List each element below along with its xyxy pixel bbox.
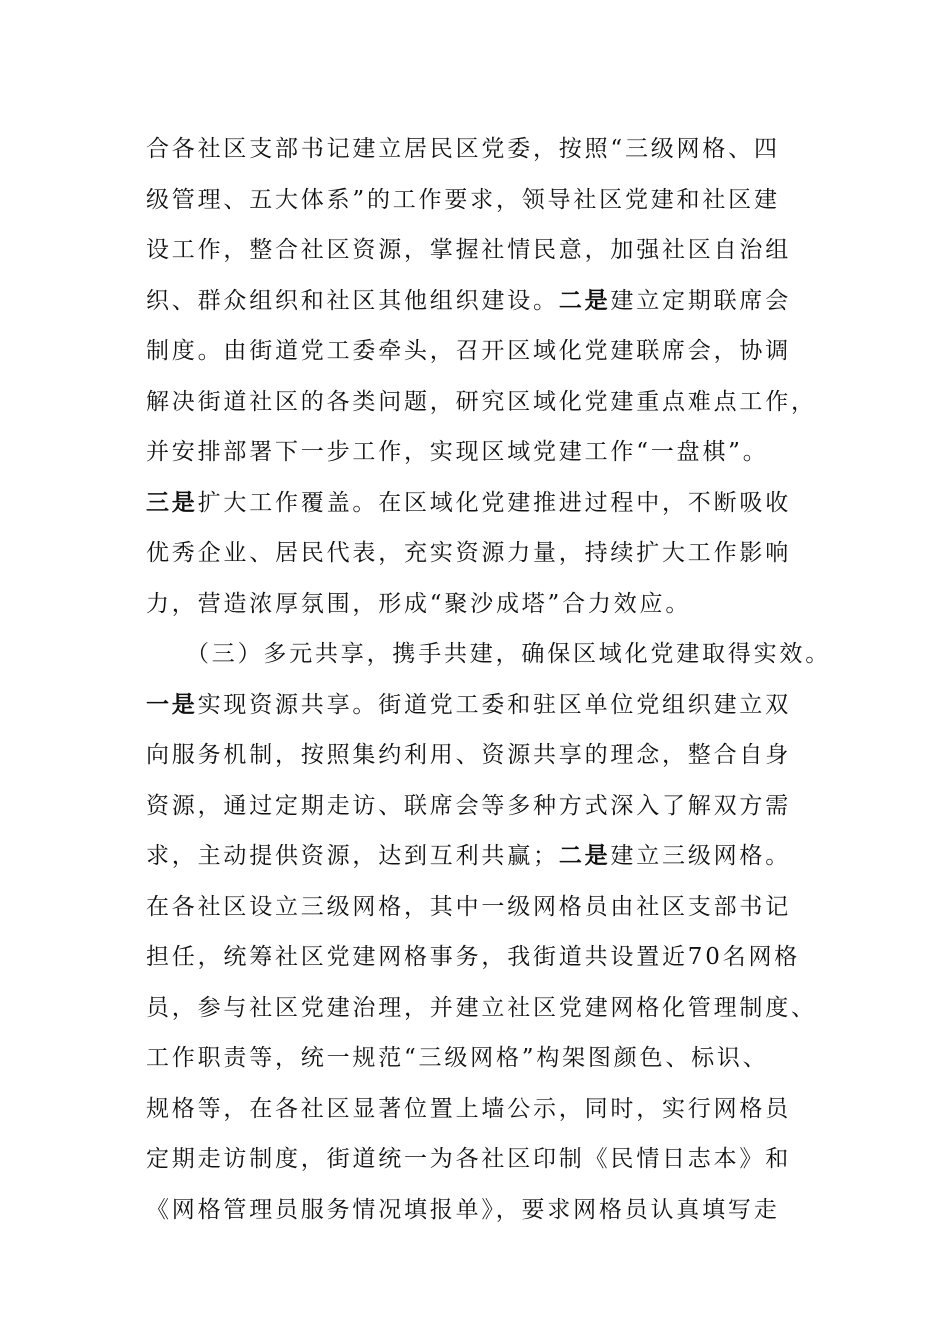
text-run: 扩大工作覆盖。在区域化党建推进过程中，不断吸收 (197, 490, 792, 516)
text-line (146, 841, 791, 871)
text-run: 向服务机制，按照集约利用、资源共享的理念，整合自身 (146, 742, 791, 768)
text-run: 工作职责等，统一规范“三级网格”构架图颜色、标识、 (146, 1045, 769, 1071)
text-run: （三）多元共享，携手共建，确保区域化党建取得实效。 (186, 641, 831, 667)
text-line (146, 993, 817, 1023)
text-run: 级管理、五大体系”的工作要求，领导社区党建和社区建 (146, 187, 780, 213)
text-line (146, 336, 791, 366)
text-run: 建立三级网格。 (610, 843, 792, 869)
text-line (146, 1043, 769, 1073)
text-run: 解决街道社区的各类问题，研究区域化党建重点难点工作， (146, 389, 817, 415)
text-run: 资源，通过定期走访、联席会等多种方式深入了解双方需 (146, 793, 791, 819)
text-line (146, 387, 817, 417)
text-run: 设工作，整合社区资源，掌握社情民意，加强社区自治组 (146, 237, 791, 263)
text-run: 员，参与社区党建治理，并建立社区党建网格化管理制度、 (146, 995, 817, 1021)
text-run: 担任，统筹社区党建网格事务，我街道共设置近70名网格 (146, 944, 801, 970)
text-run: 规格等，在各社区显著位置上墙公示，同时，实行网格员 (146, 1096, 791, 1122)
text-line (146, 134, 780, 164)
text-run: 《网格管理员服务情况填报单》，要求网格员认真填写走 (146, 1197, 780, 1223)
text-line (146, 892, 791, 922)
text-run: 制度。由街道党工委牵头，召开区域化党建联席会，协调 (146, 338, 791, 364)
text-run: 实现资源共享。街道党工委和驻区单位党组织建立双 (197, 692, 792, 718)
text-run: 求，主动提供资源，达到互利共赢； (146, 843, 559, 869)
text-run: 定期走访制度，街道统一为各社区印制《民情日志本》和 (146, 1146, 791, 1172)
text-line (146, 437, 769, 467)
bold-marker: 三是 (146, 490, 198, 516)
text-line (146, 791, 791, 821)
text-line (146, 740, 791, 770)
text-line (146, 1195, 780, 1225)
text-line (146, 690, 791, 720)
text-run: 建立定期联席会 (610, 288, 792, 314)
text-run: 并安排部署下一步工作，实现区域党建工作“一盘棋”。 (146, 439, 769, 465)
text-line (146, 235, 791, 265)
text-run: 在各社区设立三级网格，其中一级网格员由社区支部书记 (146, 894, 791, 920)
text-line (146, 286, 791, 316)
text-run: 优秀企业、居民代表，充实资源力量，持续扩大工作影响 (146, 540, 791, 566)
text-run: 力，营造浓厚氛围，形成“聚沙成塔”合力效应。 (146, 591, 692, 617)
bold-marker: 二是 (558, 288, 611, 314)
text-line (146, 589, 691, 619)
text-line (146, 185, 780, 215)
text-line (146, 1094, 791, 1124)
text-line (146, 538, 791, 568)
text-run: 织、群众组织和社区其他组织建设。 (146, 288, 559, 314)
text-line (146, 942, 800, 972)
text-line (146, 488, 791, 518)
bold-marker: 二是 (558, 843, 611, 869)
text-line (146, 1144, 791, 1174)
text-run: 合各社区支部书记建立居民区党委，按照“三级网格、四 (146, 136, 780, 162)
section-heading (186, 639, 831, 669)
bold-marker: 一是 (146, 692, 198, 718)
